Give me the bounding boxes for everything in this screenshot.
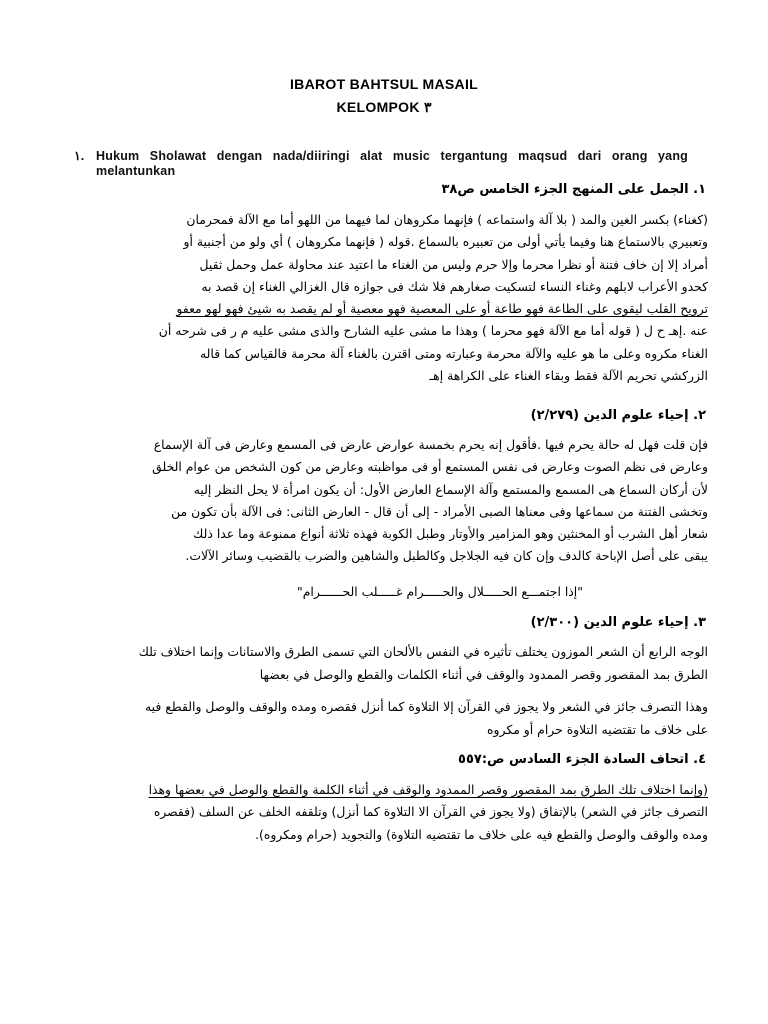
section-4-heading: ٤. اتحاف السادة الجزء السادس ص:٥٥٧ <box>458 752 706 767</box>
section-4-line-underlined: (وإنما اختلاف تلك الطرق بمد المقصور وقصر الممدود والوقف في أثناء الكلمة والقطع والوصل في بعضها وهذا <box>148 782 708 797</box>
section-2-line: فإن قلت فهل له حالة يحرم فيها .فأقول إنه يحرم بخمسة عوارض عارض فى المسمع وعارض فى آلة الإسماع <box>153 437 708 452</box>
section-1-line: عنه .إهـ ح ل ( قوله أما مع الآلة فهو محرما ) وهذا ما مشى عليه الشارح والذى مشى عليه م ر فى شرحه أن <box>158 323 708 339</box>
section-1-line: وتعبيري بالاستماع هنا وفيما يأتي أولى من تعبيره بالسماع .قوله ( فإنهما مكروهان ) أي ولو من أجنبية أو <box>183 234 708 250</box>
section-3-line: الطرق بمد المقصور وقصر الممدود والوقف في أثناء الكلمات والقطع والوصل في بعضها <box>259 666 708 682</box>
section-1-line: الغناء مكروه وعلى ما هو عليه والآلة محرمة وعبارته ومتى اقترن بالغناء آلة محرمة فالقياس كما قاله <box>200 345 708 361</box>
section-4-body <box>62 779 708 846</box>
section-1-line: أمراد إلا إن خاف فتنة أو نظرا محرما وإلا حرم وليس من الغناء ما اعتيد عند محاولة عمل وحمل ثقيل <box>199 256 708 272</box>
section-3-body-2 <box>62 696 708 741</box>
section-1-line: (كغناء) بكسر الغين والمد ( بلا آلة واستماعه ) فإنهما مكروهان لما فيهما من اللهو أما مع الآلة فمحرمان <box>186 212 708 227</box>
section-1-line: كحدو الأعراب لابلهم وغناء النساء لتسكيت صغارهم فلا شك فى جوازه قال الغزالي الغناء إن قصد به <box>201 278 708 294</box>
section-2-line: لأن أركان السماع هى المسمع والمستمع وآلة الإسماع العارض الأول: أن يكون امرأة لا يحل النظر إليه <box>193 481 708 497</box>
section-1-body <box>62 209 708 387</box>
section-2-body <box>62 434 708 568</box>
section-4-line: التصرف جائز في الشعر) بالإتفاق (ولا يجوز في القرآن الا التلاوة كما أنزل) وتلقفه الخلف عن السلف (فقصره <box>153 804 708 820</box>
section-3-line: الوجه الرابع أن الشعر الموزون يختلف تأثيره في النفس بالألحان التي تسمى الطرق والاستانات وإنما اختلاف تلك <box>138 644 708 659</box>
section-1-line: الزركشي تحريم الآلة فقط وبقاء الغناء على الكراهة إهـ <box>429 368 708 384</box>
group-label: KELOMPOK ٣ <box>336 99 432 115</box>
section-3-line: وهذا التصرف جائز في الشعر ولا يجوز في القرآن إلا التلاوة كما أنزل فقصره ومده والوقف والوصل والقطع فيه <box>145 699 708 714</box>
section-1-heading: ١. الجمل على المنهج الجزء الخامس ص٣٨ <box>441 182 706 197</box>
question-number: ١. <box>74 149 85 163</box>
document-title: IBAROT BAHTSUL MASAIL <box>289 76 479 92</box>
question-text: Hukum Sholawat dengan nada/diiringi alat music tergantung maqsud dari orang yang melantunkan <box>96 149 688 178</box>
question-1 <box>74 149 688 179</box>
section-2-line: وعارض فى نظم الصوت وعارض فى نفس المستمع أو فى مواظبته وعارض من كون الشخص من عوام الخلق <box>152 459 708 475</box>
section-2-line: يبقى على أصل الإباحة كالدف وإن كان فيه الجلاجل وكالطبل والشاهين والضرب بالقضيب وسائر الآلات. <box>185 548 708 564</box>
section-3-line: على خلاف ما تقتضيه التلاوة حرام أو مكروه <box>487 721 708 737</box>
section-2-heading: ٢. إحياء علوم الدين (٢/٢٧٩) <box>530 408 706 423</box>
section-4-line: ومده والوقف والوصل والقطع فيه على خلاف ما تقتضيه التلاوة) والتجويد (حرام ومكروه). <box>255 826 708 842</box>
section-3-heading: ٣. إحياء علوم الدين (٢/٣٠٠) <box>530 615 706 630</box>
section-2-line: وتخشى الفتنة من سماعها وفى معناها الصبى الأمراد - إلى أن قال - العارض الثانى: فى الآلة بأن تكون من <box>171 503 708 519</box>
section-2-quote: "إذا اجتمـــع الحـــــلال والحـــــرام غـــــلب الحــــــرام" <box>297 584 583 599</box>
section-1-line-underlined: ترويح القلب ليقوى على الطاعة فهو طاعة أو على المعصية فهو معصية أو لم يقصد به شيئ فهو لهو معفو <box>176 301 708 317</box>
section-3-body <box>62 641 708 686</box>
section-2-line: شعار أهل الشرب أو المخنثين وهو المزامير والأوتار وطبل الكوبة فهذه ثلاثة أنواع ممنوعة وما عدا ذلك <box>193 526 708 542</box>
